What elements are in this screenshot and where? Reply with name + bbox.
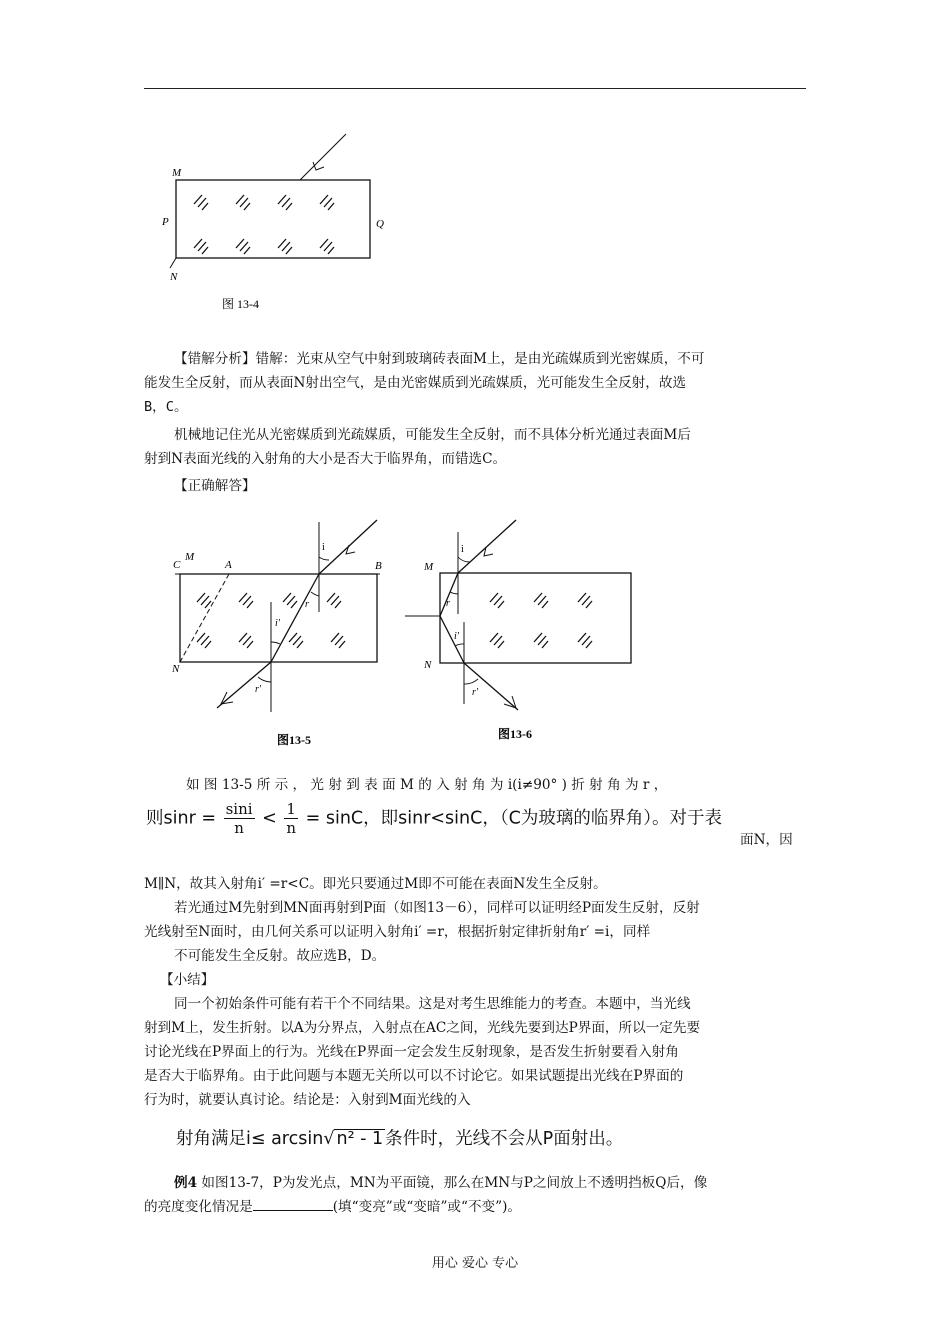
solution-line: 若光通过M先射到MN面再射到P面（如图13－6），同样可以证明经P面发生反射，反射 [174,900,700,916]
sqrt-sign: √ [323,1129,335,1149]
figure-caption: 图 13-4 [222,297,259,311]
figure-13-6 [400,512,640,744]
glass-block [440,573,631,663]
label-a: A [225,559,232,571]
wrong-analysis-line: 能发生全反射，而从表面N射出空气，是由光密媒质到光疏媒质，光可能发生全反射，故选 [144,375,687,391]
fraction-denominator: n [234,819,244,837]
fraction-numerator: sini [225,800,253,818]
label-m: M [172,167,182,179]
label-n: N [424,659,432,671]
hatch-marks [194,195,334,254]
summary-line: 是否大于临界角。由于此问题与本题无关所以可以不讨论它。如果试题提出光线在P界面的 [144,1068,684,1084]
wrong-analysis-line: B，C。 [144,399,188,415]
solution-line: M∥N，故其入射角i′ =r<C。即光只要通过M即不可能在表面N发生全反射。 [144,876,607,892]
solution-line-tail: 面N，因 [740,832,793,848]
wrong-analysis-line: 【错解分析】错解：光束从空气中射到玻璃砖表面M上，是由光疏媒质到光密媒质，不可 [174,351,705,367]
label-r: r [305,599,309,610]
fraction-numerator: 1 [284,800,298,819]
reflected-ray [440,616,464,663]
example4-line [174,1171,838,1195]
figure-caption: 图13-6 [498,727,532,741]
fraction-denominator: n [286,819,297,837]
boundary-ray [180,574,229,662]
formula-prefix: 射角满足i≤ arcsin [176,1129,324,1149]
formula-suffix: 条件时，光线不会从P面射出。 [385,1129,624,1149]
example4-line [144,1195,808,1219]
formula-prefix: 则sinr = [146,808,216,829]
formula-suffix: = sinC，即sinr<sinC，（C为玻璃的临界角）。对于表 [305,808,723,829]
summary-formula [176,1125,623,1150]
label-i-prime: i′ [275,618,280,629]
figure-13-5 [165,512,395,752]
label-i-prime: i′ [454,631,459,642]
figure-13-4 [150,128,410,318]
solution-line: 如 图 13-5 所 示 ， 光 射 到 表 面 M 的 入 射 角 为 i(i≠90° ) 折 射 角 为 r ， [186,777,668,793]
label-i: i [322,542,325,553]
label-r-prime: r′ [255,684,262,695]
label-i: i [461,544,464,555]
label-n: N [172,663,180,675]
glass-block [176,180,370,258]
fraction-1-n [284,800,298,837]
wrong-analysis-line: 机械地记住光从光密媒质到光疏媒质，可能发生全反射，而不具体分析光通过表面M后 [174,427,691,443]
summary-line: 射到M上，发生折射。以A为分界点，入射点在AC之间，光线先要到达P界面，所以一定先要 [144,1020,701,1036]
solution-formula [146,800,722,837]
header-rule [144,88,806,89]
solution-line: 光线射至N面时，由几何关系可以证明入射角i′ =r，根据折射定律折射角r′ =i，同样 [144,924,651,940]
label-b: B [375,560,382,572]
answer-blank[interactable] [253,1196,333,1211]
solution-line: 不可能发生全反射。故应选B，D。 [174,948,386,964]
label-r: r [446,598,450,609]
incident-ray [300,134,346,180]
example4-text: (填“变亮”或“变暗”或“不变”)。 [332,1199,521,1215]
summary-heading: 【小结】 [160,972,215,988]
correct-answer-heading: 【正确解答】 [174,478,256,494]
figure-caption: 图13-5 [277,733,311,747]
label-p: P [162,216,169,228]
summary-line: 行为时，就要认真讨论。结论是：入射到M面光线的入 [144,1092,471,1108]
wrong-analysis-line: 射到N表面光线的入射角的大小是否大于临界角，而错选C。 [144,451,507,467]
refracted-ray [440,573,458,616]
example4-text: 如图13-7，P为发光点，MN为平面镜，那么在MN与P之间放上不透明挡板Q后，像 [197,1175,708,1191]
example-label: 例4 [174,1175,198,1191]
page-footer: 用心 爱心 专心 [431,1256,519,1271]
less-than-sign: < [262,808,277,829]
hatch-marks [490,593,592,648]
label-r-prime: r′ [472,687,479,698]
label-m: M [185,551,195,563]
fraction-sini-n [224,800,255,837]
summary-line: 同一个初始条件可能有若干个不同结果。这是对考生思维能力的考查。本题中，当光线 [174,996,691,1012]
label-q: Q [376,218,384,230]
exit-ray [217,662,271,708]
label-n: N [170,271,178,283]
ray-arrow [313,162,324,170]
sqrt-content: n² - 1 [336,1129,384,1149]
summary-line: 讨论光线在P界面上的行为。光线在P界面一定会发生反射现象，是否发生折射要看入射角 [144,1044,679,1060]
example4-text: 的亮度变化情况是 [144,1199,253,1215]
label-c: C [173,559,181,571]
incident-ray [458,520,516,573]
label-m: M [424,561,434,573]
